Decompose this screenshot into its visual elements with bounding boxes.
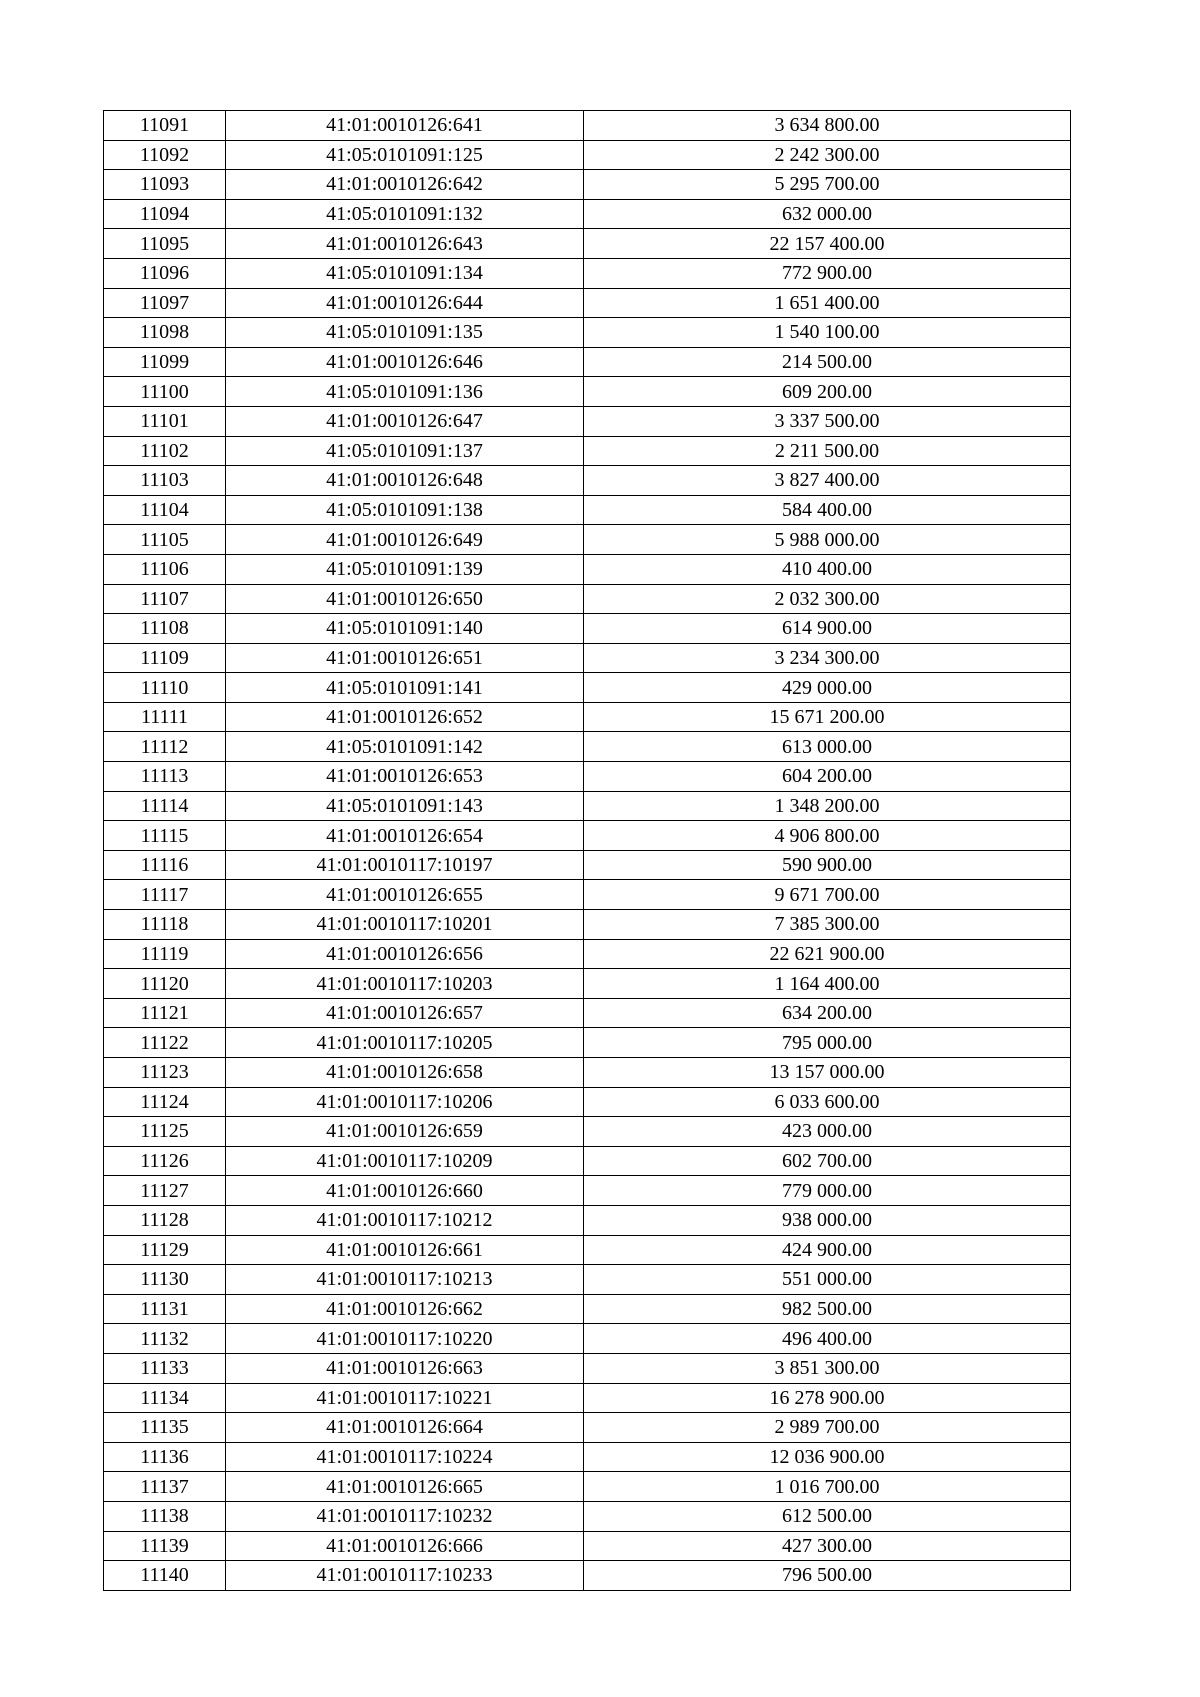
- cadastral-number-cell: 41:01:0010117:10206: [226, 1087, 584, 1117]
- row-number-cell: 11139: [104, 1531, 226, 1561]
- row-number-cell: 11093: [104, 170, 226, 200]
- table-row: [104, 998, 1071, 1028]
- row-number-cell: 11094: [104, 199, 226, 229]
- cadastral-number-cell: 41:01:0010126:661: [226, 1235, 584, 1265]
- cadastral-number-cell: 41:01:0010126:660: [226, 1176, 584, 1206]
- row-number-cell: 11121: [104, 998, 226, 1028]
- cadastral-number-cell: 41:05:0101091:141: [226, 673, 584, 703]
- cadastral-number-cell: 41:05:0101091:139: [226, 554, 584, 584]
- cadastral-number-cell: 41:01:0010117:10203: [226, 969, 584, 999]
- row-number-cell: 11095: [104, 229, 226, 259]
- cadastral-value-cell: 429 000.00: [584, 673, 1071, 703]
- row-number-cell: 11100: [104, 377, 226, 407]
- cadastral-value-cell: 7 385 300.00: [584, 910, 1071, 940]
- cadastral-value-cell: 938 000.00: [584, 1205, 1071, 1235]
- row-number-cell: 11122: [104, 1028, 226, 1058]
- row-number-cell: 11115: [104, 821, 226, 851]
- cadastral-number-cell: 41:01:0010126:657: [226, 998, 584, 1028]
- cadastral-value-cell: 551 000.00: [584, 1265, 1071, 1295]
- table-row: [104, 436, 1071, 466]
- cadastral-value-cell: 613 000.00: [584, 732, 1071, 762]
- table-row: [104, 1383, 1071, 1413]
- cadastral-value-cell: 424 900.00: [584, 1235, 1071, 1265]
- table-row: [104, 554, 1071, 584]
- cadastral-number-cell: 41:01:0010117:10221: [226, 1383, 584, 1413]
- cadastral-value-cell: 496 400.00: [584, 1324, 1071, 1354]
- row-number-cell: 11117: [104, 880, 226, 910]
- row-number-cell: 11105: [104, 525, 226, 555]
- cadastral-number-cell: 41:01:0010117:10205: [226, 1028, 584, 1058]
- cadastral-value-cell: 13 157 000.00: [584, 1058, 1071, 1088]
- table-row: [104, 199, 1071, 229]
- cadastral-value-cell: 795 000.00: [584, 1028, 1071, 1058]
- row-number-cell: 11124: [104, 1087, 226, 1117]
- cadastral-value-cell: 779 000.00: [584, 1176, 1071, 1206]
- cadastral-number-cell: 41:05:0101091:134: [226, 258, 584, 288]
- row-number-cell: 11097: [104, 288, 226, 318]
- row-number-cell: 11119: [104, 939, 226, 969]
- table-row: [104, 318, 1071, 348]
- cadastral-value-cell: 632 000.00: [584, 199, 1071, 229]
- cadastral-number-cell: 41:01:0010126:663: [226, 1353, 584, 1383]
- cadastral-number-cell: 41:05:0101091:136: [226, 377, 584, 407]
- cadastral-number-cell: 41:01:0010126:651: [226, 643, 584, 673]
- table-row: [104, 673, 1071, 703]
- cadastral-number-cell: 41:01:0010126:652: [226, 702, 584, 732]
- cadastral-value-cell: 423 000.00: [584, 1117, 1071, 1147]
- table-row: [104, 1413, 1071, 1443]
- table-row: [104, 732, 1071, 762]
- row-number-cell: 11137: [104, 1472, 226, 1502]
- row-number-cell: 11101: [104, 406, 226, 436]
- row-number-cell: 11107: [104, 584, 226, 614]
- cadastral-value-cell: 214 500.00: [584, 347, 1071, 377]
- cadastral-number-cell: 41:01:0010126:648: [226, 466, 584, 496]
- table-row: [104, 406, 1071, 436]
- row-number-cell: 11096: [104, 258, 226, 288]
- table-row: [104, 969, 1071, 999]
- row-number-cell: 11113: [104, 762, 226, 792]
- cadastral-value-cell: 427 300.00: [584, 1531, 1071, 1561]
- table-row: [104, 111, 1071, 141]
- cadastral-value-cell: 1 016 700.00: [584, 1472, 1071, 1502]
- row-number-cell: 11134: [104, 1383, 226, 1413]
- table-row: [104, 643, 1071, 673]
- cadastral-value-cell: 796 500.00: [584, 1561, 1071, 1591]
- cadastral-number-cell: 41:05:0101091:125: [226, 140, 584, 170]
- row-number-cell: 11138: [104, 1501, 226, 1531]
- table-row: [104, 1176, 1071, 1206]
- cadastral-value-cell: 1 540 100.00: [584, 318, 1071, 348]
- table-row: [104, 1146, 1071, 1176]
- cadastral-value-cell: 1 651 400.00: [584, 288, 1071, 318]
- cadastral-number-cell: 41:01:0010117:10224: [226, 1442, 584, 1472]
- cadastral-number-cell: 41:05:0101091:132: [226, 199, 584, 229]
- cadastral-number-cell: 41:01:0010126:650: [226, 584, 584, 614]
- cadastral-value-cell: 634 200.00: [584, 998, 1071, 1028]
- cadastral-number-cell: 41:01:0010126:655: [226, 880, 584, 910]
- table-row: [104, 258, 1071, 288]
- cadastral-number-cell: 41:01:0010126:653: [226, 762, 584, 792]
- cadastral-number-cell: 41:01:0010126:666: [226, 1531, 584, 1561]
- table-row: [104, 466, 1071, 496]
- cadastral-value-cell: 6 033 600.00: [584, 1087, 1071, 1117]
- cadastral-value-cell: 609 200.00: [584, 377, 1071, 407]
- table-row: [104, 1058, 1071, 1088]
- table-row: [104, 1472, 1071, 1502]
- table-row: [104, 1205, 1071, 1235]
- row-number-cell: 11135: [104, 1413, 226, 1443]
- cadastral-number-cell: 41:01:0010117:10233: [226, 1561, 584, 1591]
- cadastral-value-cell: 3 234 300.00: [584, 643, 1071, 673]
- row-number-cell: 11098: [104, 318, 226, 348]
- row-number-cell: 11106: [104, 554, 226, 584]
- cadastral-value-cell: 3 337 500.00: [584, 406, 1071, 436]
- table-body: [104, 111, 1071, 1591]
- cadastral-number-cell: 41:01:0010126:642: [226, 170, 584, 200]
- cadastral-number-cell: 41:01:0010126:656: [226, 939, 584, 969]
- row-number-cell: 11125: [104, 1117, 226, 1147]
- row-number-cell: 11108: [104, 614, 226, 644]
- cadastral-number-cell: 41:01:0010117:10213: [226, 1265, 584, 1295]
- row-number-cell: 11126: [104, 1146, 226, 1176]
- table-row: [104, 170, 1071, 200]
- table-row: [104, 1117, 1071, 1147]
- row-number-cell: 11128: [104, 1205, 226, 1235]
- table-row: [104, 762, 1071, 792]
- row-number-cell: 11132: [104, 1324, 226, 1354]
- cadastral-value-cell: 1 348 200.00: [584, 791, 1071, 821]
- cadastral-number-cell: 41:01:0010126:662: [226, 1294, 584, 1324]
- table-row: [104, 495, 1071, 525]
- cadastral-number-cell: 41:01:0010117:10197: [226, 850, 584, 880]
- cadastral-value-cell: 16 278 900.00: [584, 1383, 1071, 1413]
- cadastral-number-cell: 41:01:0010126:649: [226, 525, 584, 555]
- cadastral-value-cell: 410 400.00: [584, 554, 1071, 584]
- cadastral-value-cell: 5 295 700.00: [584, 170, 1071, 200]
- table-row: [104, 1501, 1071, 1531]
- table-row: [104, 1561, 1071, 1591]
- row-number-cell: 11130: [104, 1265, 226, 1295]
- table-row: [104, 1324, 1071, 1354]
- cadastral-number-cell: 41:05:0101091:143: [226, 791, 584, 821]
- table-row: [104, 1265, 1071, 1295]
- table-row: [104, 880, 1071, 910]
- cadastral-value-cell: 5 988 000.00: [584, 525, 1071, 555]
- cadastral-value-cell: 15 671 200.00: [584, 702, 1071, 732]
- row-number-cell: 11103: [104, 466, 226, 496]
- cadastral-value-cell: 614 900.00: [584, 614, 1071, 644]
- cadastral-value-cell: 2 032 300.00: [584, 584, 1071, 614]
- row-number-cell: 11127: [104, 1176, 226, 1206]
- table-row: [104, 1294, 1071, 1324]
- table-row: [104, 1442, 1071, 1472]
- table-row: [104, 939, 1071, 969]
- cadastral-value-table: [103, 110, 1071, 1591]
- row-number-cell: 11099: [104, 347, 226, 377]
- table-row: [104, 584, 1071, 614]
- table-row: [104, 347, 1071, 377]
- cadastral-value-cell: 2 211 500.00: [584, 436, 1071, 466]
- cadastral-number-cell: 41:01:0010126:643: [226, 229, 584, 259]
- cadastral-value-cell: 3 827 400.00: [584, 466, 1071, 496]
- cadastral-value-cell: 22 157 400.00: [584, 229, 1071, 259]
- table-row: [104, 377, 1071, 407]
- cadastral-number-cell: 41:01:0010117:10201: [226, 910, 584, 940]
- cadastral-value-cell: 4 906 800.00: [584, 821, 1071, 851]
- table-row: [104, 229, 1071, 259]
- cadastral-value-cell: 604 200.00: [584, 762, 1071, 792]
- cadastral-number-cell: 41:01:0010126:644: [226, 288, 584, 318]
- table-row: [104, 614, 1071, 644]
- cadastral-number-cell: 41:01:0010126:664: [226, 1413, 584, 1443]
- cadastral-number-cell: 41:05:0101091:137: [226, 436, 584, 466]
- table-row: [104, 1028, 1071, 1058]
- cadastral-number-cell: 41:01:0010126:665: [226, 1472, 584, 1502]
- cadastral-value-cell: 9 671 700.00: [584, 880, 1071, 910]
- row-number-cell: 11129: [104, 1235, 226, 1265]
- table-row: [104, 821, 1071, 851]
- cadastral-value-cell: 2 242 300.00: [584, 140, 1071, 170]
- table-row: [104, 1235, 1071, 1265]
- cadastral-number-cell: 41:01:0010117:10212: [226, 1205, 584, 1235]
- cadastral-value-cell: 1 164 400.00: [584, 969, 1071, 999]
- row-number-cell: 11104: [104, 495, 226, 525]
- row-number-cell: 11112: [104, 732, 226, 762]
- cadastral-number-cell: 41:01:0010126:658: [226, 1058, 584, 1088]
- table-row: [104, 1353, 1071, 1383]
- row-number-cell: 11133: [104, 1353, 226, 1383]
- cadastral-number-cell: 41:01:0010126:646: [226, 347, 584, 377]
- table-row: [104, 140, 1071, 170]
- cadastral-number-cell: 41:05:0101091:140: [226, 614, 584, 644]
- cadastral-value-cell: 2 989 700.00: [584, 1413, 1071, 1443]
- table-row: [104, 525, 1071, 555]
- cadastral-value-cell: 3 634 800.00: [584, 111, 1071, 141]
- cadastral-value-cell: 590 900.00: [584, 850, 1071, 880]
- cadastral-number-cell: 41:05:0101091:138: [226, 495, 584, 525]
- row-number-cell: 11131: [104, 1294, 226, 1324]
- row-number-cell: 11102: [104, 436, 226, 466]
- cadastral-value-cell: 3 851 300.00: [584, 1353, 1071, 1383]
- row-number-cell: 11109: [104, 643, 226, 673]
- cadastral-number-cell: 41:01:0010126:659: [226, 1117, 584, 1147]
- cadastral-number-cell: 41:01:0010117:10232: [226, 1501, 584, 1531]
- row-number-cell: 11111: [104, 702, 226, 732]
- cadastral-value-cell: 602 700.00: [584, 1146, 1071, 1176]
- cadastral-value-cell: 12 036 900.00: [584, 1442, 1071, 1472]
- row-number-cell: 11140: [104, 1561, 226, 1591]
- cadastral-number-cell: 41:05:0101091:142: [226, 732, 584, 762]
- row-number-cell: 11120: [104, 969, 226, 999]
- cadastral-number-cell: 41:01:0010126:647: [226, 406, 584, 436]
- row-number-cell: 11118: [104, 910, 226, 940]
- row-number-cell: 11092: [104, 140, 226, 170]
- cadastral-number-cell: 41:01:0010117:10209: [226, 1146, 584, 1176]
- table-row: [104, 850, 1071, 880]
- row-number-cell: 11116: [104, 850, 226, 880]
- row-number-cell: 11091: [104, 111, 226, 141]
- cadastral-value-cell: 982 500.00: [584, 1294, 1071, 1324]
- table-row: [104, 702, 1071, 732]
- row-number-cell: 11114: [104, 791, 226, 821]
- table-row: [104, 791, 1071, 821]
- row-number-cell: 11136: [104, 1442, 226, 1472]
- cadastral-number-cell: 41:01:0010126:641: [226, 111, 584, 141]
- cadastral-number-cell: 41:01:0010126:654: [226, 821, 584, 851]
- table-row: [104, 288, 1071, 318]
- table-row: [104, 1087, 1071, 1117]
- cadastral-value-cell: 22 621 900.00: [584, 939, 1071, 969]
- cadastral-value-cell: 612 500.00: [584, 1501, 1071, 1531]
- row-number-cell: 11110: [104, 673, 226, 703]
- cadastral-value-cell: 584 400.00: [584, 495, 1071, 525]
- table-row: [104, 910, 1071, 940]
- table-row: [104, 1531, 1071, 1561]
- cadastral-number-cell: 41:05:0101091:135: [226, 318, 584, 348]
- row-number-cell: 11123: [104, 1058, 226, 1088]
- cadastral-value-cell: 772 900.00: [584, 258, 1071, 288]
- cadastral-number-cell: 41:01:0010117:10220: [226, 1324, 584, 1354]
